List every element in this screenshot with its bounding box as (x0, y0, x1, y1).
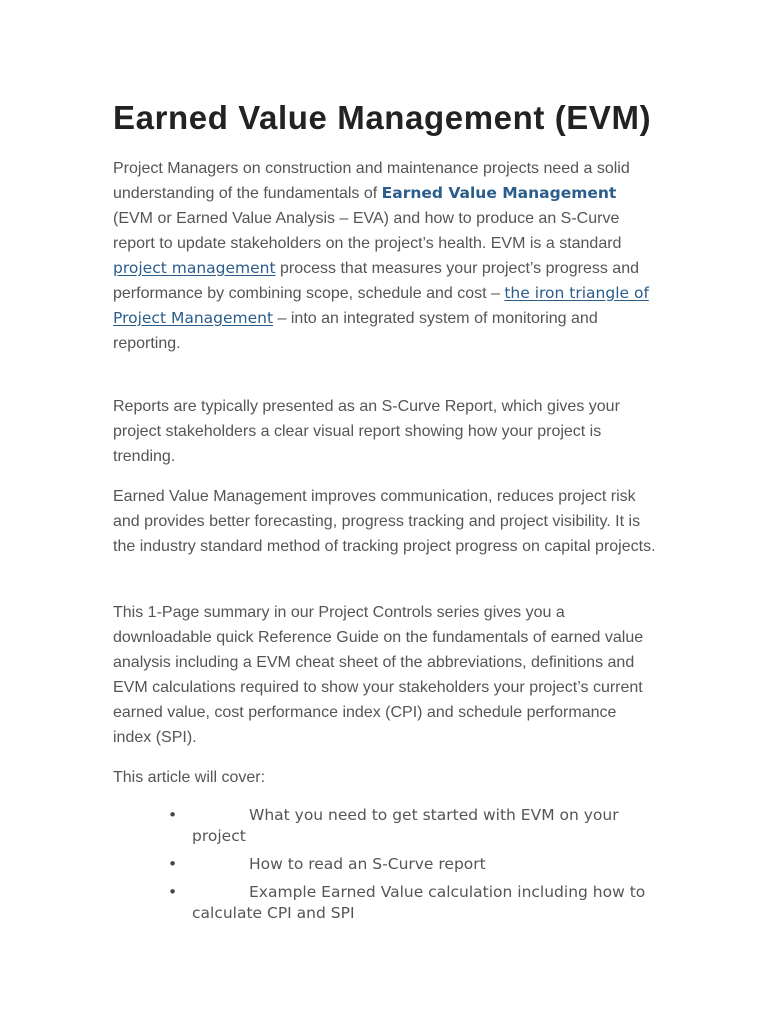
s-curve-paragraph: Reports are typically presented as an S-Curve Report, which gives your project stakeholders a clear visual report showing how your project is trending. (113, 398, 620, 465)
iron-triangle-link[interactable]: the iron triangle of Project Management (113, 284, 649, 327)
page-title: Earned Value Management (EVM) (113, 99, 652, 136)
intro-text-1: Project Managers on construction and maintenance projects need a solid understanding of the fundamentals of (113, 160, 630, 202)
article-cover-intro: This article will cover: (113, 769, 266, 786)
bullet-icon: • (168, 855, 178, 873)
intro-paragraph (113, 156, 658, 356)
summary-paragraph: This 1-Page summary in our Project Controls series gives you a downloadable quick Reference Guide on the fundamentals of earned value analysis including a EVM cheat sheet of the abbreviations, definitions and EVM calculations required to show your stakeholders your project’s current earned value, cost performance index (CPI) and schedule performance index (SPI). (113, 604, 644, 746)
evm-benefits-paragraph: Earned Value Management improves communication, reduces project risk and provides better forecasting, progress tracking and project visibility. It is the industry standard method of tracking project progress on capital projects. (113, 488, 656, 555)
article-topics-list (168, 805, 658, 931)
bullet-icon: • (168, 883, 178, 901)
intro-text-4: – into an integrated system of monitoring and reporting. (113, 310, 598, 352)
list-item (168, 854, 658, 875)
list-item (168, 882, 658, 924)
project-management-link[interactable]: project management (113, 259, 276, 277)
bullet-icon: • (168, 806, 178, 824)
list-item (168, 805, 658, 847)
intro-text-3: process that measures your project’s progress and performance by combining scope, schedule and cost – (113, 260, 639, 302)
list-item-text: How to read an S-Curve report (249, 855, 486, 873)
earned-value-management-link[interactable]: Earned Value Management (381, 184, 617, 202)
list-item-text: What you need to get started with EVM on your project (192, 806, 619, 845)
intro-text-2: (EVM or Earned Value Analysis – EVA) and how to produce an S-Curve report to update stakeholders on the project’s health. EVM is a standard (113, 210, 622, 252)
list-item-text: Example Earned Value calculation including how to calculate CPI and SPI (192, 883, 646, 922)
